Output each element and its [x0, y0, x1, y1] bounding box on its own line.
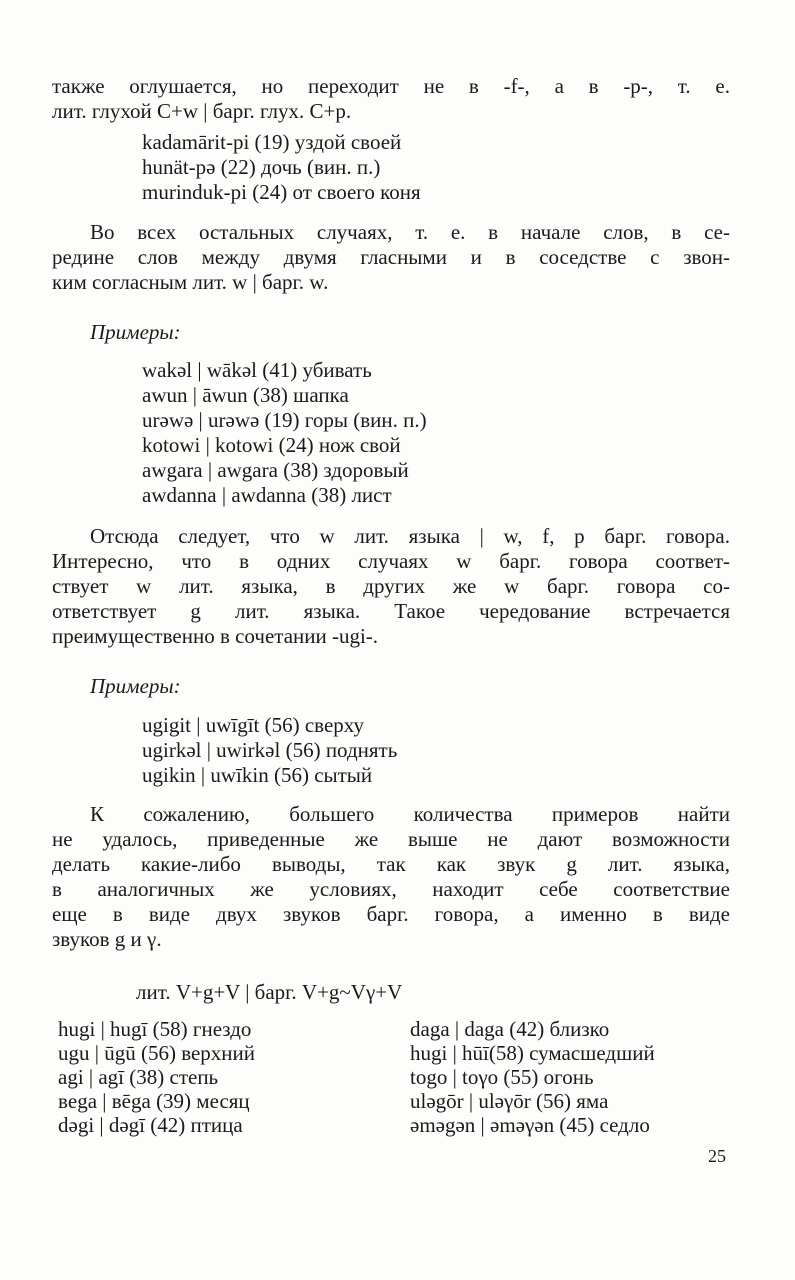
table-left-row: вega | вēga (39) месяц — [58, 1089, 250, 1113]
example1-line: kadamārit-pi (19) уздой своей — [142, 130, 402, 154]
paragraph4-line-5: еще в виде двух звуков барг. говора, а именно в виде — [52, 902, 730, 926]
paragraph2-line-1: Во всех остальных случаях, т. е. в начале слов, в се- — [90, 220, 730, 244]
example3-line: ugigit | uwīgīt (56) сверху — [142, 713, 364, 737]
example1-line: murinduk-pi (24) от своего коня — [142, 180, 421, 204]
table-left-row: hugi | hugī (58) гнездо — [58, 1017, 252, 1041]
paragraph4-line-3: делать какие-либо выводы, так как звук g лит. языка, — [52, 852, 730, 876]
table-right-row: əməgən | əməγən (45) седло — [410, 1113, 650, 1137]
paragraph1-line-1: также оглушается, но переходит не в -f-, а в -p-, т. е. — [52, 74, 730, 98]
page-number: 25 — [708, 1146, 726, 1166]
formula: лит. V+g+V | барг. V+g~Vγ+V — [136, 980, 403, 1004]
paragraph4-line-2: не удалось, приведенные же выше не дают возможности — [52, 827, 730, 851]
example2-line: wakəl | wākəl (41) убивать — [142, 358, 372, 382]
paragraph3-line-4: ответствует g лит. языка. Такое чередование встречается — [52, 599, 730, 623]
example2-line: awdanna | awdanna (38) лист — [142, 483, 392, 507]
example2-line: urəwə | urəwə (19) горы (вин. п.) — [142, 408, 427, 432]
table-right-row: uləgōr | uləγōr (56) яма — [410, 1089, 609, 1113]
paragraph3-line-5: преимущественно в сочетании -ugi-. — [52, 624, 379, 648]
paragraph4-line-4: в аналогичных же условиях, находит себе соответствие — [52, 877, 730, 901]
example1-line: hunät-pə (22) дочь (вин. п.) — [142, 155, 381, 179]
example2-line: awgara | awgara (38) здоровый — [142, 458, 409, 482]
table-left-row: dəgi | dəgī (42) птица — [58, 1113, 243, 1137]
example2-line: awun | āwun (38) шапка — [142, 383, 349, 407]
examples-heading: Примеры: — [90, 320, 181, 344]
paragraph3-line-2: Интересно, что в одних случаях w барг. говора соответ- — [52, 549, 730, 573]
paragraph2-line-3: ким согласным лит. w | барг. w. — [52, 270, 329, 294]
table-right-row: togo | toγo (55) огонь — [410, 1065, 594, 1089]
paragraph3-line-1: Отсюда следует, что w лит. языка | w, f, p барг. говора. — [90, 524, 730, 548]
table-left-row: ugu | ūgū (56) верхний — [58, 1041, 256, 1065]
table-right-row: daga | daga (42) близко — [410, 1017, 610, 1041]
example2-line: kotowi | kotowi (24) нож свой — [142, 433, 401, 457]
paragraph4-line-6: звуков g и γ. — [52, 927, 162, 951]
example3-line: ugikin | uwīkin (56) сытый — [142, 763, 373, 787]
paragraph1-line-2: лит. глухой C+w | барг. глух. C+p. — [52, 99, 352, 123]
examples-heading: Примеры: — [90, 674, 181, 698]
paragraph2-line-2: редине слов между двумя гласными и в соседстве с звон- — [52, 245, 730, 269]
paragraph4-line-1: К сожалению, большего количества примеров найти — [90, 802, 730, 826]
table-left-row: agi | agī (38) степь — [58, 1065, 219, 1089]
table-right-row: hugi | hūī(58) сумасшедший — [410, 1041, 655, 1065]
paragraph3-line-3: ствует w лит. языка, в других же w барг. говора со- — [52, 574, 730, 598]
example3-line: ugirkəl | uwirkəl (56) поднять — [142, 738, 398, 762]
